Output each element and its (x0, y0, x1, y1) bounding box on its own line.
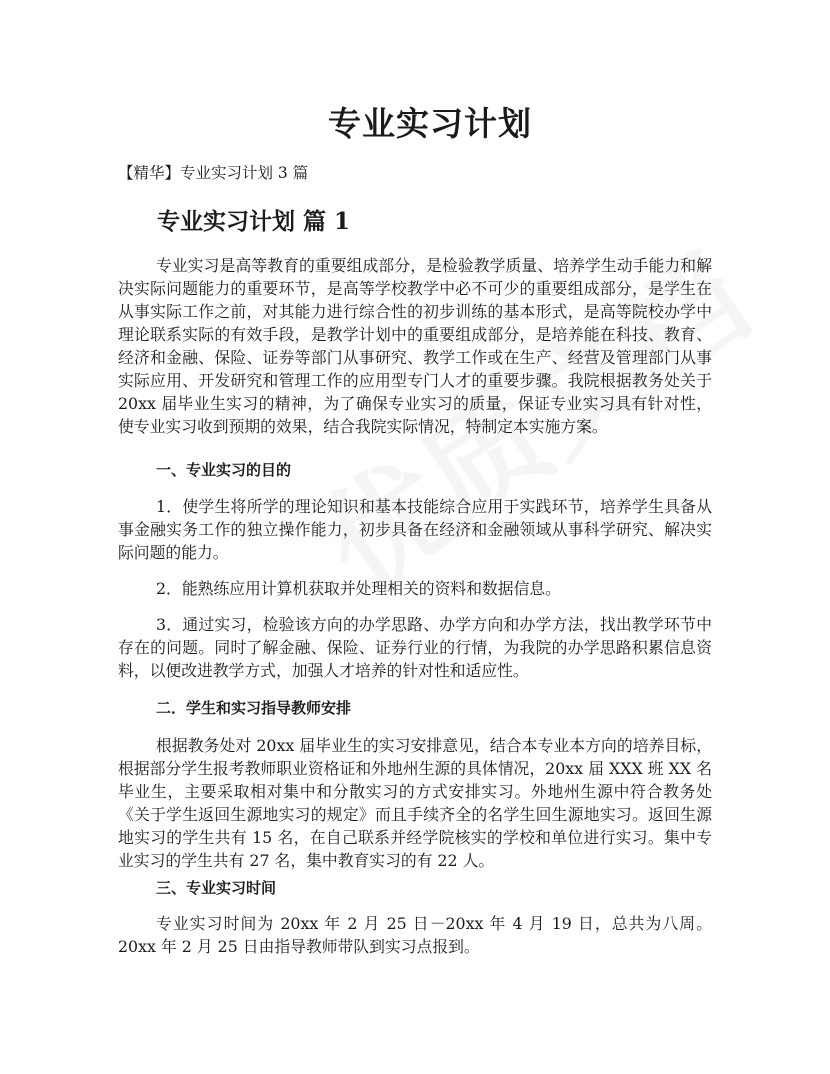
goal-paragraph-2: 2．能熟练应用计算机获取并处理相关的资料和数据信息。 (156, 579, 561, 598)
section-heading: 专业实习计划 篇 1 (157, 208, 351, 235)
intro-paragraph: 专业实习是高等教育的重要组成部分，是检验教学质量、培养学生动手能力和解决实际问题能力的重要环节，是高等学校教学中必不可少的重要组成部分，是学生在从事实际工作之前，对其能力进行综合性的初步训练的基本形式，是高等院校办学中理论联系实际的有效手段，是教学计划中的重要组成部分，是培养能在科技、教育、经济和金融、保险、证券等部门从事研究、教学工作或在生产、经营及管理部门从事实际应用、开发研究和管理工作的应用型专门人才的重要步骤。我院根据教务处关于 20xx 届毕业生实习的精神，为了确保专业实习的质量，保证专业实习具有针对性，使专业实习收到预期的效果，结合我院实际情况，特制定本实施方案。 (118, 256, 712, 436)
document-subtitle: 【精华】专业实习计划 3 篇 (118, 164, 309, 182)
arrangement-paragraph: 根据教务处对 20xx 届毕业生的实习安排意见，结合本专业本方向的培养目标，根据部分学生报考教师职业资格证和外地州生源的具体情况，20xx 届 XXX 班 XX 名毕业生，主要采取相对集中和分散实习的方式安排实习。外地州生源中符合教务处《关于学生返回生源地实习的规定》而且手续齐全的名学生回生源地实习。返回生源地实习的学生共有 15 名，在自己联系并经学院核实的学校和单位进行实习。集中专业实习的学生共有 27 名，集中教育实习的有 22 人。 (118, 736, 712, 870)
goal-paragraph-3: 3．通过实习，检验该方向的办学思路、办学方向和办学方法，找出教学环节中存在的问题。同时了解金融、保险、证券行业的行情，为我院的办学思路积累信息资料，以便改进教学方式，加强人才培养的针对性和适应性。 (118, 615, 712, 680)
heading-time: 三、专业实习时间 (156, 879, 277, 897)
time-paragraph: 专业实习时间为 20xx 年 2 月 25 日－20xx 年 4 月 19 日，总共为八周。 20xx 年 2 月 25 日由指导教师带队到实习点报到。 (118, 914, 712, 956)
heading-arrangement: 二．学生和实习指导教师安排 (156, 699, 352, 717)
goal-paragraph-1: 1．使学生将所学的理论知识和基本技能综合应用于实践环节，培养学生具备从事金融实务工作的独立操作能力，初步具备在经济和金融领域从事科学研究、解决实际问题的能力。 (118, 497, 712, 562)
heading-purpose: 一、专业实习的目的 (156, 461, 292, 479)
document-title: 专业实习计划 (328, 104, 532, 143)
